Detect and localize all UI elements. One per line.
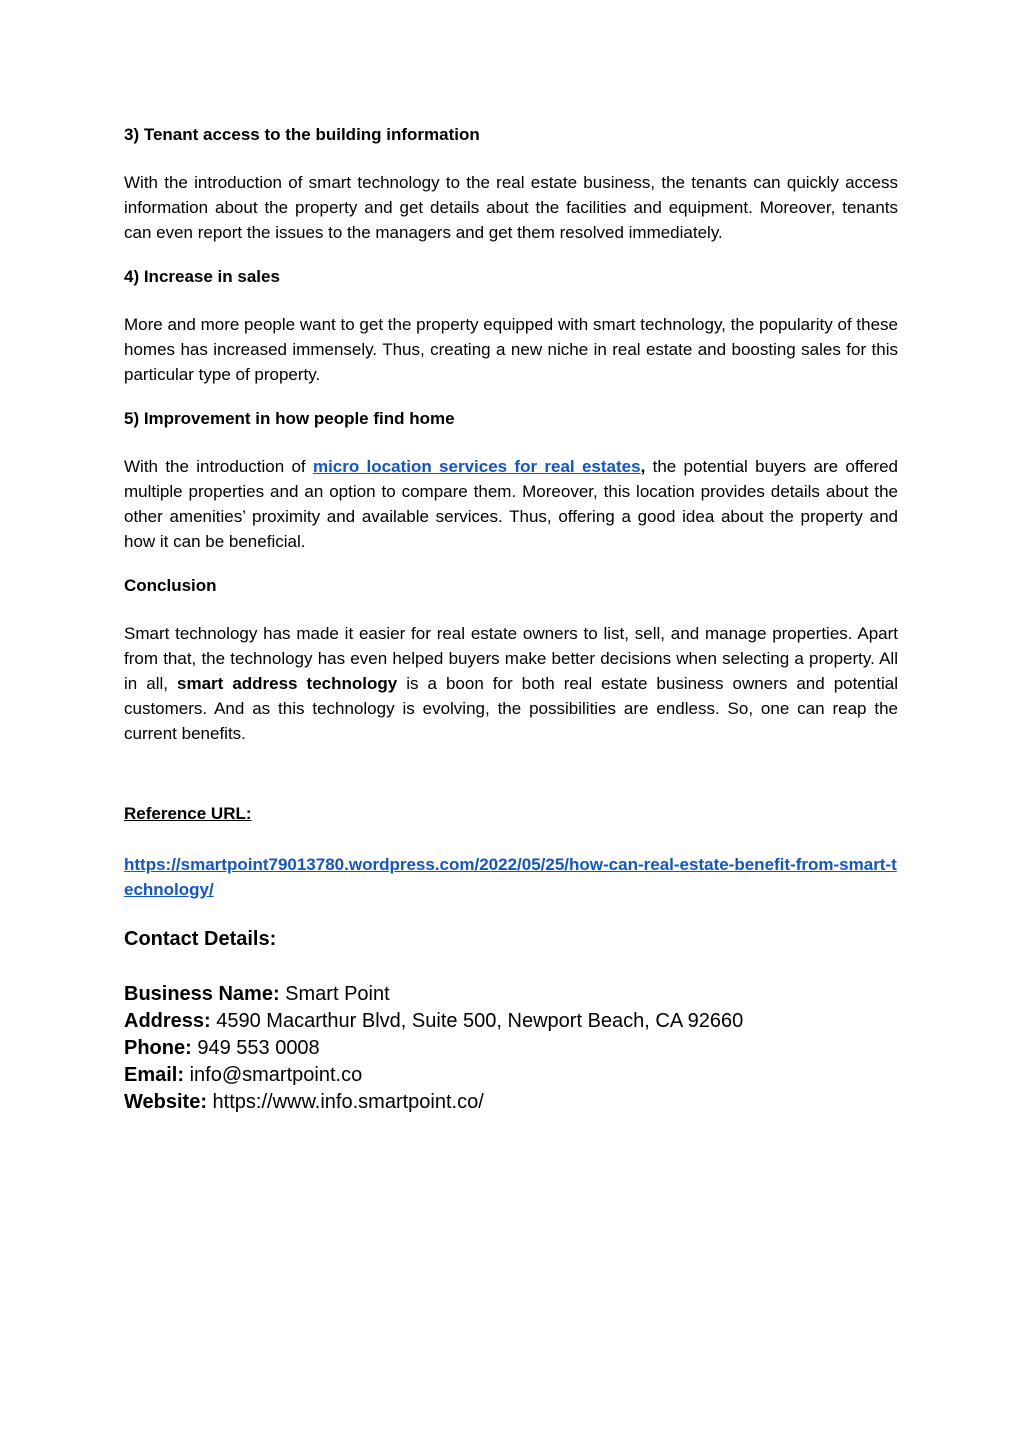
section-body-tenant-access: With the introduction of smart technology to the real estate business, the tenants can quickly access information about the property and get details about the facilities and equipment. Moreover, tenants can even report the issues to the managers and get them resolved immediately.: [124, 173, 898, 242]
section-heading-tenant-access: 3) Tenant access to the building information: [124, 125, 480, 144]
conclusion-text-pre: Smart technology has made it easier for real estate owners to list, sell, and manage properties. Apart from that, the technology has even helped buyers make better decisions when selecting a property. All in all,: [124, 624, 898, 693]
address-label: Address:: [124, 1010, 211, 1032]
website-label: Website:: [124, 1091, 207, 1113]
section-body-increase-in-sales: More and more people want to get the property equipped with smart technology, the popularity of these homes has increased immensely. Thus, creating a new niche in real estate and boosting sales for this particular type of property.: [124, 315, 898, 384]
reference-label: Reference URL:: [124, 804, 252, 823]
contact-address: [124, 1008, 898, 1035]
section-heading-conclusion: Conclusion: [124, 576, 217, 595]
phone-value: 949 553 0008: [191, 1037, 320, 1059]
contact-details-heading: Contact Details:: [124, 928, 277, 950]
website-value: https://www.info.smartpoint.co/: [206, 1091, 484, 1113]
micro-location-link[interactable]: micro location services for real estates: [312, 457, 641, 476]
section-body-find-home: [124, 454, 898, 554]
find-home-text-pre: With the introduction of: [124, 457, 313, 476]
contact-website: [124, 1089, 898, 1116]
business-name-label: Business Name:: [124, 983, 280, 1005]
contact-phone: [124, 1035, 898, 1062]
email-label: Email:: [124, 1064, 185, 1086]
reference-url-link[interactable]: https://smartpoint79013780.wordpress.com/2022/05/25/how-can-real-estate-benefit-from-smart-technology/: [124, 855, 897, 899]
conclusion-bold-phrase: smart address technology: [177, 674, 398, 693]
address-value: 4590 Macarthur Blvd, Suite 500, Newport Beach, CA 92660: [210, 1010, 744, 1032]
contact-email: [124, 1062, 898, 1089]
section-body-conclusion: [124, 621, 898, 746]
contact-business-name: [124, 981, 898, 1008]
email-value: info@smartpoint.co: [184, 1064, 363, 1086]
find-home-text-post: the potential buyers are offered multiple properties and an option to compare them. Moreover, this location provides details about the other amenities’ proximity and available services. Thus, offering a good idea about the property and how it can be beneficial.: [124, 457, 898, 551]
section-heading-find-home: 5) Improvement in how people find home: [124, 409, 455, 428]
business-name-value: Smart Point: [279, 983, 390, 1005]
document-page: [124, 124, 898, 1116]
phone-label: Phone:: [124, 1037, 192, 1059]
section-heading-increase-in-sales: 4) Increase in sales: [124, 267, 280, 286]
conclusion-text-post: is a boon for both real estate business owners and potential customers. And as this technology is evolving, the possibilities are endless. So, one can reap the current benefits.: [124, 674, 898, 743]
find-home-comma: ,: [640, 457, 646, 476]
